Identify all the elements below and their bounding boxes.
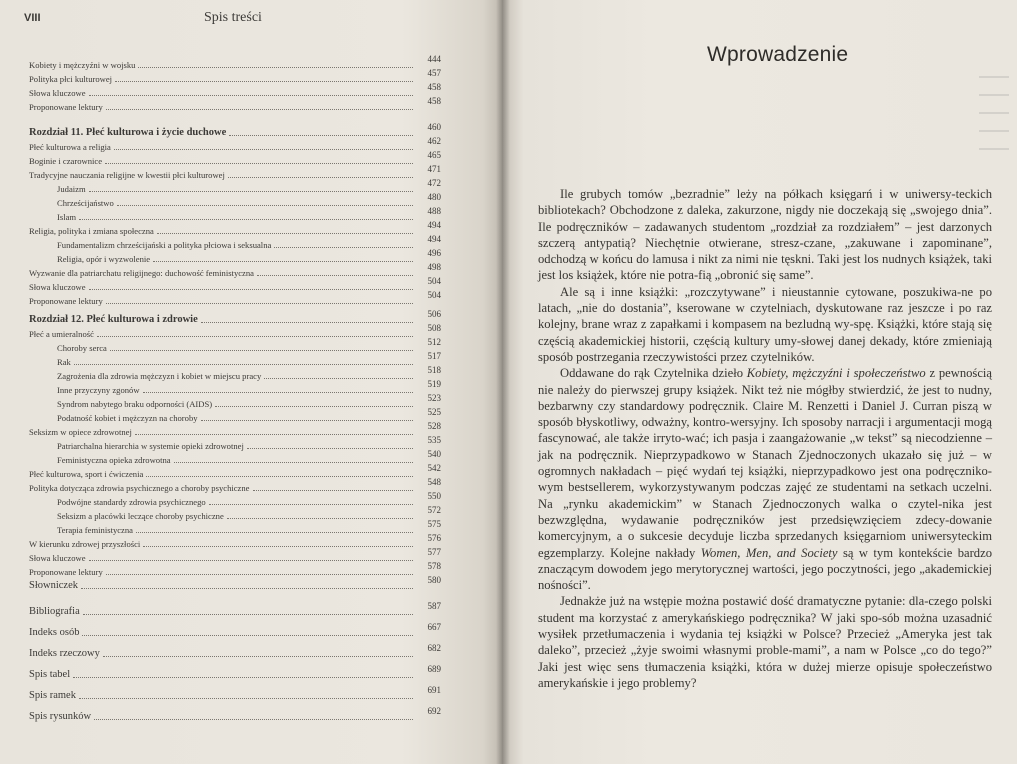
- toc-entry-page: 578: [427, 561, 441, 571]
- toc-entry-page: 508: [427, 323, 441, 333]
- toc-entry: [29, 192, 441, 210]
- toc-entry-label: Polityka dotycząca zdrowia psychicznego a choroby psychiczne: [29, 483, 250, 493]
- toc-leader-dots: [89, 191, 413, 192]
- toc-entry: [29, 206, 441, 224]
- toc-entry-label: Syndrom nabytego braku odporności (AIDS): [57, 399, 213, 409]
- toc-entry: [29, 68, 441, 86]
- toc-entry-page: 523: [427, 393, 441, 403]
- toc-entry-label: Seksizm w opiece zdrowotnej: [29, 427, 132, 437]
- toc-entry-page: 525: [427, 407, 441, 417]
- toc-entry-page: 512: [427, 337, 441, 347]
- toc-entry-label: Proponowane lektury: [29, 102, 103, 112]
- toc-leader-dots: [89, 289, 413, 290]
- toc-entry-label: Bibliografia: [29, 606, 80, 617]
- toc-entry-label: Podwójne standardy zdrowia psychicznego: [57, 497, 206, 507]
- toc-entry: [29, 449, 441, 467]
- toc-entry: [29, 323, 441, 341]
- toc-entry: [29, 533, 441, 551]
- paragraph-3: Oddawane do rąk Czytelnika dzieło Kobiety, mężczyźni i społeczeństwo z pewnością nie należy do pierwszej grupy książek. Nikt też nie mógłby stwierdzić, że jest to nudny, bezbarwny czy standardowy podręcznik. Claire M. Renzetti i Daniel J. Curran piszą w sposób błyskotliwy, odważny, kontro-wersyjny. Ich sposoby narracji i argumentacji mogą fascynować, ale także irryto-wać; ich pasja i zaangażowanie „w tekst” są niecodzienne – jak na podręcznik. Nieprzypadkowo w Stanach Zjednoczonych ukazało się już – w ogromnych nakładach – pięć wydań tej książki, nieprzypadkowo jest ona podręczniko-wym bestsellerem, wykorzystywanym podczas zajęć ze studentami na setkach uczelni. Na „rynku akademickim” w Stanach Zjednoczonych walka o czytel-nika jest bezwzględna, wydawanie podręczników jest przedsięwzięciem zdecy-dowanie komercyjnym, a o sukcesie decyduje liczba sprzedanych księgarniom uniwersyteckim egzemplarzy. Kolejne nakłady Women, Men, and Society są w tym kontekście bardzo znaczącym dowodem jego merytorycznej wartości, jego poczytności, jego „akademickiej nośności”.: [538, 366, 993, 593]
- toc-entry: [29, 519, 441, 537]
- toc-entry: [29, 96, 441, 114]
- toc-leader-dots: [143, 392, 413, 393]
- toc-leader-dots: [106, 574, 413, 575]
- toc-entry-page: 494: [427, 234, 441, 244]
- toc-entry: [29, 407, 441, 425]
- toc-entry-page: 542: [427, 463, 441, 473]
- toc-entry-label: Rozdział 12. Płeć kulturowa i zdrowie: [29, 314, 198, 325]
- toc-entry-label: Chrześcijaństwo: [57, 198, 114, 208]
- toc-leader-dots: [106, 303, 413, 304]
- paragraph-2: Ale są i inne książki: „rozczytywane” i nieustannie cytowane, poszukiwa-ne po latach, „nie do dostania”, kserowane w czytelniach, dyskutowane raz jeszcze i po raz kolejny, brane wraz z zapałkami i kompasem na bezludną wy-spę. Książki, które stają się częścią akademickiej historii, częścią kultury umy-słowej danej dekady, które zmieniają sposób postrzegania rzeczywistości przez czytelników.: [538, 284, 992, 364]
- toc-leader-dots: [82, 635, 413, 636]
- toc-entry-page: 488: [427, 206, 441, 216]
- toc-entry: [29, 248, 441, 266]
- running-header: [24, 10, 444, 30]
- toc-entry-page: 682: [427, 643, 441, 653]
- toc-entry-page: 667: [427, 622, 441, 632]
- toc-entry-page: 458: [427, 96, 441, 106]
- toc-entry-label: Spis ramek: [29, 690, 76, 701]
- toc-entry: [29, 706, 441, 724]
- toc-entry-label: Słowa kluczowe: [29, 553, 86, 563]
- toc-leader-dots: [115, 81, 413, 82]
- toc-entry-label: Słowniczek: [29, 580, 78, 591]
- left-page: [0, 0, 503, 764]
- toc-entry-page: 460: [427, 122, 441, 132]
- toc-leader-dots: [79, 698, 413, 699]
- toc-entry: [29, 351, 441, 369]
- toc-entry-label: Rak: [57, 357, 71, 367]
- toc-entry: [29, 491, 441, 509]
- toc-entry: [29, 150, 441, 168]
- toc-entry: [29, 290, 441, 308]
- toc-entry-label: Patriarchalna hierarchia w systemie opieki zdrowotnej: [57, 441, 244, 451]
- toc-entry-page: 462: [427, 136, 441, 146]
- running-title: Spis treści: [204, 10, 262, 25]
- toc-entry-page: 517: [427, 351, 441, 361]
- toc-entry-page: 548: [427, 477, 441, 487]
- toc-leader-dots: [105, 163, 413, 164]
- toc-entry: [29, 178, 441, 196]
- toc-entry: [29, 54, 441, 72]
- toc-entry: [29, 561, 441, 579]
- toc-entry-label: Religia, opór i wyzwolenie: [57, 254, 151, 264]
- toc-entry-page: 576: [427, 533, 441, 543]
- toc-leader-dots: [110, 350, 413, 351]
- toc-entry: [29, 122, 441, 140]
- toc-entry-page: 691: [427, 685, 441, 695]
- toc-entry-label: W kierunku zdrowej przyszłości: [29, 539, 141, 549]
- toc-entry: [29, 220, 441, 238]
- toc-entry-label: Zagrożenia dla zdrowia mężczyzn i kobiet w miejscu pracy: [57, 371, 262, 381]
- toc-entry-label: Płeć a umieralność: [29, 329, 94, 339]
- toc-entry-page: 471: [427, 164, 441, 174]
- book-title-italic: Women, Men, and Society: [700, 545, 838, 560]
- toc-entry-label: Indeks osób: [29, 627, 80, 638]
- toc-entry-page: 689: [427, 664, 441, 674]
- toc-leader-dots: [228, 177, 413, 178]
- toc-entry: [29, 276, 441, 294]
- toc-leader-dots: [201, 322, 413, 323]
- toc-leader-dots: [143, 546, 413, 547]
- toc-leader-dots: [89, 560, 413, 561]
- toc-entry-page: 535: [427, 435, 441, 445]
- toc-entry-label: Proponowane lektury: [29, 567, 103, 577]
- toc-entry-page: 518: [427, 365, 441, 375]
- toc-entry: [29, 601, 441, 619]
- toc-leader-dots: [153, 261, 413, 262]
- toc-entry-label: Proponowane lektury: [29, 296, 103, 306]
- toc-entry-label: Kobiety i mężczyźni w wojsku: [29, 60, 136, 70]
- toc-leader-dots: [264, 378, 413, 379]
- toc-entry-label: Rozdział 11. Płeć kulturowa i życie duchowe: [29, 127, 227, 138]
- toc-entry-page: 540: [427, 449, 441, 459]
- toc-entry-page: 494: [427, 220, 441, 230]
- toc-entry-page: 480: [427, 192, 441, 202]
- toc-entry-page: 575: [427, 519, 441, 529]
- toc-entry-label: Indeks rzeczowy: [29, 648, 100, 659]
- toc-entry-label: Tradycyjne nauczania religijne w kwestii płci kulturowej: [29, 170, 225, 180]
- toc-entry-page: 519: [427, 379, 441, 389]
- toc-entry: [29, 309, 441, 327]
- toc-entry-page: 504: [427, 290, 441, 300]
- toc-entry: [29, 505, 441, 523]
- toc-leader-dots: [146, 476, 413, 477]
- toc-leader-dots: [247, 448, 413, 449]
- toc-entry: [29, 685, 441, 703]
- page-number: VIII: [24, 12, 41, 24]
- toc-entry-label: Płeć kulturowa, sport i ćwiczenia: [29, 469, 144, 479]
- show-through-marks: [979, 60, 1009, 166]
- toc-leader-dots: [114, 149, 413, 150]
- toc-entry: [29, 365, 441, 383]
- toc-entry-page: 457: [427, 68, 441, 78]
- toc-entry: [29, 643, 441, 661]
- toc-entry-label: Inne przyczyny zgonów: [57, 385, 140, 395]
- toc-entry: [29, 82, 441, 100]
- toc-entry-page: 587: [427, 601, 441, 611]
- toc-entry: [29, 547, 441, 565]
- toc-entry-label: Słowa kluczowe: [29, 282, 86, 292]
- toc-entry-page: 444: [427, 54, 441, 64]
- toc-entry-label: Religia, polityka i zmiana społeczna: [29, 226, 154, 236]
- toc-leader-dots: [257, 275, 413, 276]
- toc-entry-page: 504: [427, 276, 441, 286]
- toc-entry-page: 498: [427, 262, 441, 272]
- toc-leader-dots: [103, 656, 413, 657]
- toc-entry-page: 458: [427, 82, 441, 92]
- toc-entry-page: 472: [427, 178, 441, 188]
- toc-leader-dots: [138, 67, 413, 68]
- toc-entry-label: Boginie i czarownice: [29, 156, 103, 166]
- toc-leader-dots: [253, 490, 414, 491]
- toc-entry-label: Słowa kluczowe: [29, 88, 86, 98]
- toc-leader-dots: [74, 364, 413, 365]
- toc-entry-page: 528: [427, 421, 441, 431]
- toc-entry-page: 496: [427, 248, 441, 258]
- toc-leader-dots: [227, 518, 413, 519]
- toc-leader-dots: [157, 233, 413, 234]
- toc-entry: [29, 421, 441, 439]
- toc-leader-dots: [81, 588, 413, 589]
- toc-entry-page: 577: [427, 547, 441, 557]
- body-text: [538, 186, 992, 691]
- toc-leader-dots: [229, 135, 413, 136]
- toc-entry: [29, 575, 441, 593]
- toc-leader-dots: [274, 247, 413, 248]
- toc-entry-label: Płeć kulturowa a religia: [29, 142, 111, 152]
- toc-entry: [29, 664, 441, 682]
- toc-entry: [29, 463, 441, 481]
- toc-leader-dots: [89, 95, 413, 96]
- toc-entry: [29, 379, 441, 397]
- toc-entry-label: Polityka płci kulturowej: [29, 74, 113, 84]
- toc-entry-label: Feministyczna opieka zdrowotna: [57, 455, 171, 465]
- toc-leader-dots: [209, 504, 413, 505]
- toc-entry-label: Seksizm a placówki leczące choroby psychiczne: [57, 511, 224, 521]
- toc-entry: [29, 337, 441, 355]
- toc-leader-dots: [106, 109, 413, 110]
- toc-entry: [29, 435, 441, 453]
- book-gutter: [496, 0, 510, 764]
- toc-entry: [29, 164, 441, 182]
- toc-entry-label: Choroby serca: [57, 343, 107, 353]
- book-title-italic: Kobiety, mężczyźni i społeczeństwo: [746, 366, 926, 381]
- toc-entry-page: 572: [427, 505, 441, 515]
- toc-entry-label: Terapia feministyczna: [57, 525, 133, 535]
- toc-entry: [29, 622, 441, 640]
- toc-leader-dots: [117, 205, 413, 206]
- toc-entry-label: Spis rysunków: [29, 711, 92, 722]
- toc-leader-dots: [79, 219, 413, 220]
- toc-entry-page: 580: [427, 575, 441, 585]
- toc-entry-label: Wyzwanie dla patriarchatu religijnego: duchowość feministyczna: [29, 268, 254, 278]
- toc-entry-label: Judaizm: [57, 184, 86, 194]
- toc-entry-page: 465: [427, 150, 441, 160]
- toc-entry: [29, 136, 441, 154]
- toc-leader-dots: [97, 336, 413, 337]
- toc-leader-dots: [94, 719, 413, 720]
- toc-entry-page: 550: [427, 491, 441, 501]
- toc-entry: [29, 234, 441, 252]
- toc-entry: [29, 393, 441, 411]
- toc-entry-label: Spis tabel: [29, 669, 71, 680]
- toc-leader-dots: [83, 614, 413, 615]
- toc-leader-dots: [201, 420, 413, 421]
- toc-entry-page: 506: [427, 309, 441, 319]
- toc-leader-dots: [73, 677, 413, 678]
- toc-entry: [29, 477, 441, 495]
- right-page: [503, 0, 1017, 764]
- toc-entry-label: Fundamentalizm chrześcijański a polityka płciowa i seksualna: [57, 240, 272, 250]
- paragraph-1: Ile grubych tomów „bezradnie” leży na półkach księgarń i w uniwersy-teckich bibliotekach? Obchodzone z daleka, zakurzone, nigdy nie doczekają się „swojego dnia”. Ile podręczników – zadawanych studentom „rozdział za rozdziałem” – jest darzonych szczerą antypatią? Niechętnie otwierane, stresz-czane, „zakuwane i zapominane”, odchodzą w końcu do lamusa i nikt za nimi nie tęskni. Taki jest los nudnych książek, taki jest los książek, które nie potra-fią „obronić się same”.: [538, 187, 992, 283]
- paragraph-4: Jednakże już na wstępie można postawić dość dramatyczne pytanie: dla-czego polski student ma korzystać z amerykańskiego podręcznika? W jaki spo-sób można uzasadnić wysiłek przetłumaczenia i wydania tej książki w Polsce? Przecież „Ameryka jest tak daleko”, przecież „żyje swoimi własnymi proble-mami”, a nam w Polsce „co do tego?” Jaki jest więc sens tłumaczenia książki, która w dużej mierze opisuje społeczeństwo amerykańskie i jego problemy?: [538, 594, 992, 690]
- toc-leader-dots: [136, 532, 413, 533]
- toc-entry: [29, 262, 441, 280]
- toc-entry-label: Podatność kobiet i mężczyzn na choroby: [57, 413, 198, 423]
- toc-leader-dots: [215, 406, 413, 407]
- toc-entry-page: 692: [427, 706, 441, 716]
- chapter-title: Wprowadzenie: [707, 43, 849, 66]
- toc-leader-dots: [135, 434, 413, 435]
- toc-entry-label: Islam: [57, 212, 77, 222]
- toc-leader-dots: [174, 462, 413, 463]
